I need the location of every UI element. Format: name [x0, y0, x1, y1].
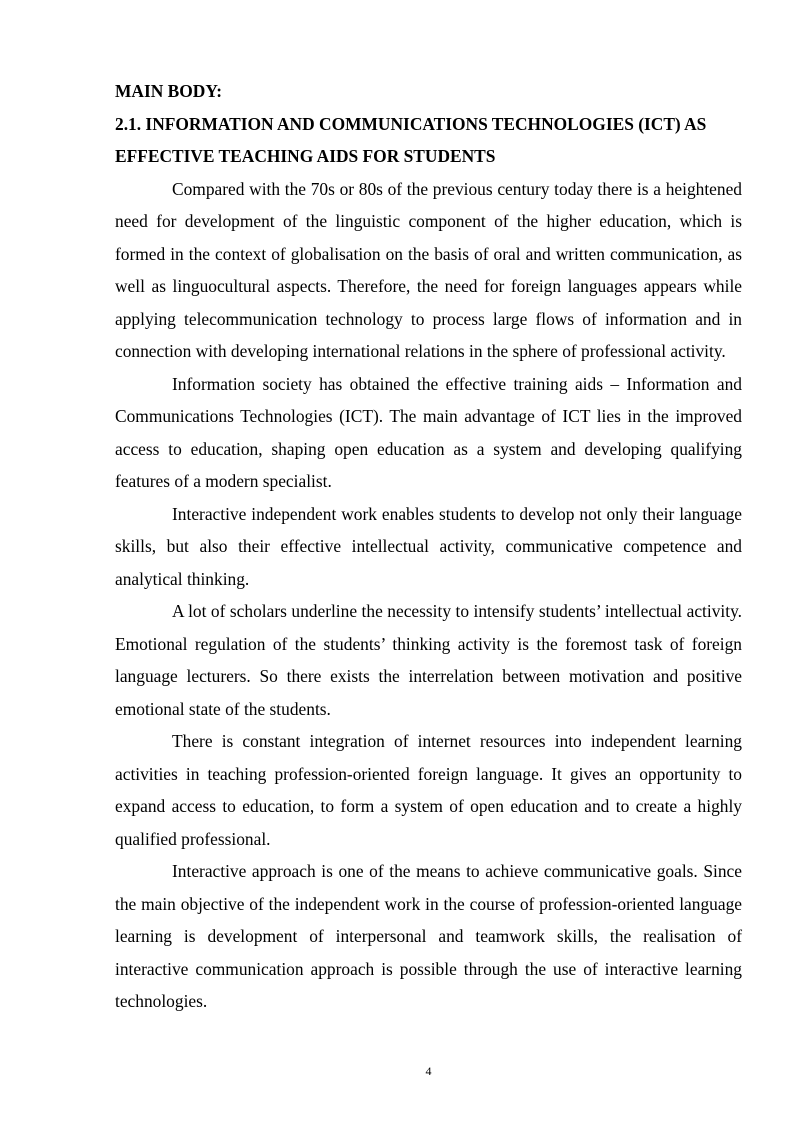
paragraph: A lot of scholars underline the necessity to intensify students’ intellectual activity. Emotional regulation of the students’ thinking activity is the foremost task of foreign language lecturers. So there exists the interrelation between motivation and positive emotional state of the students.	[115, 601, 742, 719]
paragraph: There is constant integration of internet resources into independent learning activities in teaching profession-oriented foreign language. It gives an opportunity to expand access to education, to form a system of open education and to create a highly qualified professional.	[115, 731, 742, 849]
page-number: 4	[425, 1064, 432, 1078]
document-page	[115, 75, 742, 1018]
paragraph: Compared with the 70s or 80s of the previous century today there is a heightened need for development of the linguistic component of the higher education, which is formed in the context of globalisation on the basis of oral and written communication, as well as linguocultural aspects. Therefore, the need for foreign languages appears while applying telecommunication technology to process large flows of information and in connection with developing international relations in the sphere of professional activity.	[115, 178, 742, 361]
main-body-heading: MAIN BODY:	[115, 81, 223, 101]
paragraph: Interactive approach is one of the means to achieve communicative goals. Since the main objective of the independent work in the course of profession-oriented language learning is development of interpersonal and teamwork skills, the realisation of interactive communication approach is possible through the use of interactive learning technologies.	[115, 861, 742, 1011]
paragraph: Interactive independent work enables students to develop not only their language skills, but also their effective intellectual activity, communicative competence and analytical thinking.	[115, 503, 742, 589]
paragraph: Information society has obtained the effective training aids – Information and Communications Technologies (ICT). The main advantage of ICT lies in the improved access to education, shaping open education as a system and developing qualifying features of a modern specialist.	[115, 373, 742, 491]
section-heading: 2.1. INFORMATION AND COMMUNICATIONS TECHNOLOGIES (ICT) AS EFFECTIVE TEACHING AIDS FOR STUDENTS	[115, 113, 707, 166]
